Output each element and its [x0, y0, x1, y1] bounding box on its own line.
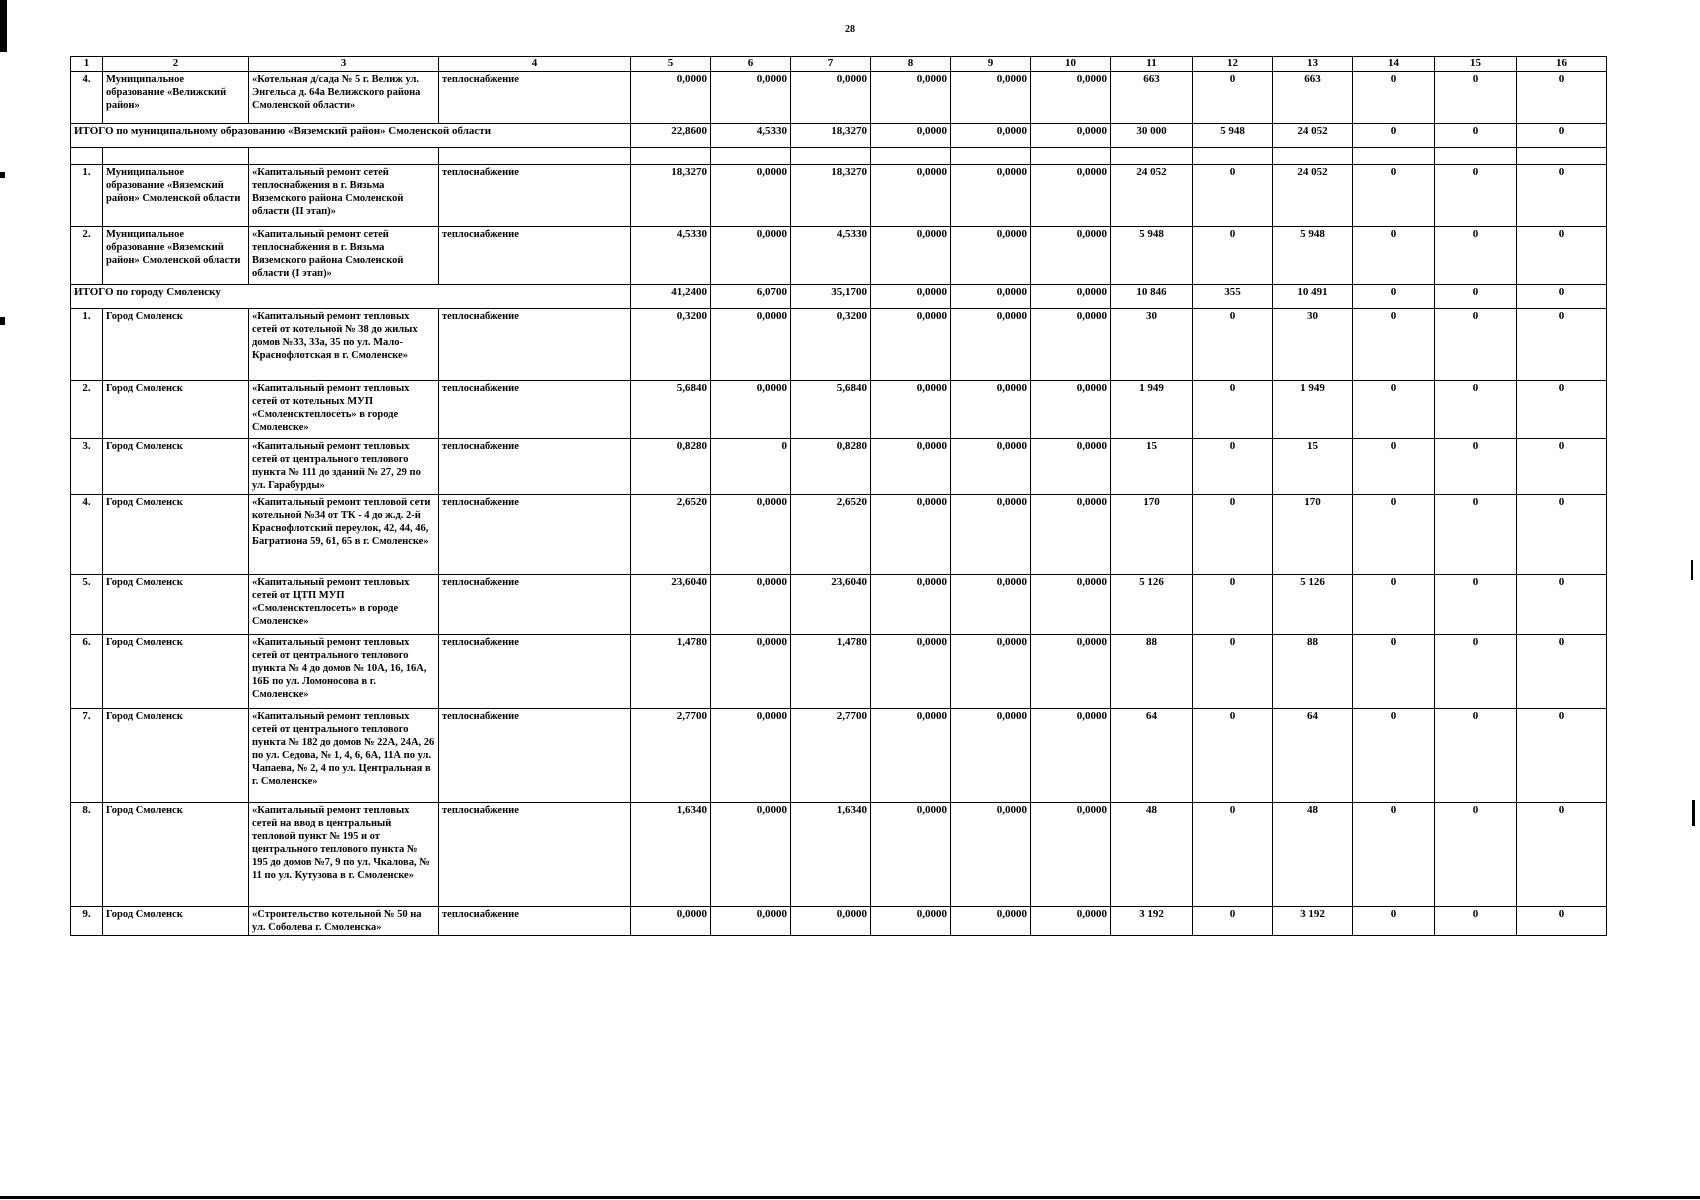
- value-c7: 2,7700: [791, 708, 871, 802]
- value-c16: 0: [1517, 574, 1607, 634]
- project-name: «Котельная д/сада № 5 г. Велиж ул. Энгельса д. 64а Велижского района Смоленской области»: [249, 71, 439, 123]
- value-c8: 0,0000: [871, 708, 951, 802]
- value-c9: 0,0000: [951, 380, 1031, 438]
- value-c10: 0,0000: [1031, 164, 1111, 226]
- value-c6: 0,0000: [711, 574, 791, 634]
- table-row: [71, 438, 1607, 494]
- value-c16: 0: [1517, 308, 1607, 380]
- value-c11: 15: [1111, 438, 1193, 494]
- project-name: «Капитальный ремонт тепловых сетей от центрального теплового пункта № 182 до домов № 22А, 24А, 26 по ул. Седова, № 1, 4, 6, 6А, 11А по ул. Чапаева, № 2, 4 по ул. Центральная в г. Смоленске»: [249, 708, 439, 802]
- value-c9: 0,0000: [951, 802, 1031, 906]
- value-c10: 0,0000: [1031, 574, 1111, 634]
- scan-edge-mark: [1691, 560, 1693, 580]
- value-c6: 0,0000: [711, 164, 791, 226]
- value-c7: 18,3270: [791, 164, 871, 226]
- municipality-name: Город Смоленск: [103, 802, 249, 906]
- sector-name: теплоснабжение: [439, 708, 631, 802]
- municipality-name: Город Смоленск: [103, 574, 249, 634]
- value-c5: 0,8280: [631, 438, 711, 494]
- sector-name: теплоснабжение: [439, 71, 631, 123]
- value-c15: 0: [1435, 71, 1517, 123]
- value-c9: 0,0000: [951, 164, 1031, 226]
- gap-cell: [951, 147, 1031, 164]
- total-c11: 30 000: [1111, 123, 1193, 147]
- value-c12: 0: [1193, 494, 1273, 574]
- value-c12: 0: [1193, 380, 1273, 438]
- value-c15: 0: [1435, 574, 1517, 634]
- table-row: [71, 634, 1607, 708]
- municipality-name: Город Смоленск: [103, 494, 249, 574]
- value-c14: 0: [1353, 380, 1435, 438]
- value-c12: 0: [1193, 802, 1273, 906]
- value-c13: 1 949: [1273, 380, 1353, 438]
- column-number: 8: [871, 57, 951, 72]
- total-c8: 0,0000: [871, 123, 951, 147]
- gap-cell: [1517, 147, 1607, 164]
- value-c15: 0: [1435, 802, 1517, 906]
- value-c8: 0,0000: [871, 438, 951, 494]
- table-row: [71, 802, 1607, 906]
- value-c6: 0,0000: [711, 380, 791, 438]
- total-c16: 0: [1517, 284, 1607, 308]
- project-name: «Капитальный ремонт тепловых сетей от ЦТП МУП «Смоленсктеплосеть» в городе Смоленске»: [249, 574, 439, 634]
- value-c10: 0,0000: [1031, 226, 1111, 284]
- column-number: 13: [1273, 57, 1353, 72]
- total-c14: 0: [1353, 123, 1435, 147]
- value-c7: 4,5330: [791, 226, 871, 284]
- column-number: 1: [71, 57, 103, 72]
- value-c12: 0: [1193, 164, 1273, 226]
- value-c16: 0: [1517, 708, 1607, 802]
- gap-cell: [871, 147, 951, 164]
- value-c12: 0: [1193, 708, 1273, 802]
- value-c7: 1,6340: [791, 802, 871, 906]
- value-c5: 2,7700: [631, 708, 711, 802]
- sector-name: теплоснабжение: [439, 438, 631, 494]
- project-name: «Капитальный ремонт сетей теплоснабжения в г. Вязьма Вяземского района Смоленской области (I этап)»: [249, 226, 439, 284]
- row-number: 6.: [71, 634, 103, 708]
- total-label: ИТОГО по муниципальному образованию «Вяземский район» Смоленской области: [71, 123, 631, 147]
- value-c10: 0,0000: [1031, 71, 1111, 123]
- project-name: «Капитальный ремонт тепловых сетей от котельных МУП «Смоленсктеплосеть» в городе Смоленске»: [249, 380, 439, 438]
- table-row: [71, 226, 1607, 284]
- table-row: [71, 906, 1607, 935]
- sector-name: теплоснабжение: [439, 226, 631, 284]
- total-c5: 22,8600: [631, 123, 711, 147]
- value-c7: 0,0000: [791, 71, 871, 123]
- total-c10: 0,0000: [1031, 284, 1111, 308]
- value-c6: 0,0000: [711, 708, 791, 802]
- value-c14: 0: [1353, 574, 1435, 634]
- scan-edge-mark: [1692, 800, 1695, 826]
- value-c5: 23,6040: [631, 574, 711, 634]
- value-c6: 0,0000: [711, 71, 791, 123]
- value-c11: 48: [1111, 802, 1193, 906]
- value-c14: 0: [1353, 802, 1435, 906]
- value-c9: 0,0000: [951, 226, 1031, 284]
- value-c8: 0,0000: [871, 574, 951, 634]
- municipality-name: Город Смоленск: [103, 438, 249, 494]
- project-name: «Капитальный ремонт тепловых сетей от центрального теплового пункта № 4 до домов № 10А, 16, 16А, 16Б по ул. Ломоносова в г. Смоленске»: [249, 634, 439, 708]
- total-c5: 41,2400: [631, 284, 711, 308]
- value-c14: 0: [1353, 164, 1435, 226]
- value-c12: 0: [1193, 574, 1273, 634]
- value-c11: 24 052: [1111, 164, 1193, 226]
- value-c8: 0,0000: [871, 906, 951, 935]
- sector-name: теплоснабжение: [439, 634, 631, 708]
- total-c15: 0: [1435, 123, 1517, 147]
- gap-cell: [711, 147, 791, 164]
- sector-name: теплоснабжение: [439, 906, 631, 935]
- column-number: 10: [1031, 57, 1111, 72]
- value-c8: 0,0000: [871, 226, 951, 284]
- value-c10: 0,0000: [1031, 634, 1111, 708]
- column-number: 11: [1111, 57, 1193, 72]
- column-number: 2: [103, 57, 249, 72]
- value-c10: 0,0000: [1031, 494, 1111, 574]
- project-name: «Строительство котельной № 50 на ул. Соболева г. Смоленска»: [249, 906, 439, 935]
- value-c9: 0,0000: [951, 906, 1031, 935]
- value-c12: 0: [1193, 71, 1273, 123]
- total-c9: 0,0000: [951, 284, 1031, 308]
- value-c10: 0,0000: [1031, 438, 1111, 494]
- table-row: [71, 164, 1607, 226]
- sector-name: теплоснабжение: [439, 380, 631, 438]
- value-c10: 0,0000: [1031, 708, 1111, 802]
- value-c11: 30: [1111, 308, 1193, 380]
- value-c9: 0,0000: [951, 574, 1031, 634]
- value-c16: 0: [1517, 71, 1607, 123]
- municipality-name: Муниципальное образование «Вяземский район» Смоленской области: [103, 164, 249, 226]
- project-name: «Капитальный ремонт тепловых сетей на ввод в центральный тепловой пункт № 195 и от центрального теплового пункта № 195 до домов №7, 9 по ул. Чкалова, № 11 по ул. Кутузова в г. Смоленске»: [249, 802, 439, 906]
- value-c8: 0,0000: [871, 71, 951, 123]
- value-c10: 0,0000: [1031, 802, 1111, 906]
- column-number: 7: [791, 57, 871, 72]
- row-number: 2.: [71, 226, 103, 284]
- total-c16: 0: [1517, 123, 1607, 147]
- value-c7: 0,8280: [791, 438, 871, 494]
- value-c13: 663: [1273, 71, 1353, 123]
- row-number: 3.: [71, 438, 103, 494]
- value-c5: 0,3200: [631, 308, 711, 380]
- value-c16: 0: [1517, 380, 1607, 438]
- value-c14: 0: [1353, 226, 1435, 284]
- table-row: [71, 71, 1607, 123]
- gap-cell: [249, 147, 439, 164]
- gap-cell: [1435, 147, 1517, 164]
- row-number: 1.: [71, 308, 103, 380]
- value-c12: 0: [1193, 438, 1273, 494]
- value-c10: 0,0000: [1031, 308, 1111, 380]
- row-number: 7.: [71, 708, 103, 802]
- value-c14: 0: [1353, 906, 1435, 935]
- value-c15: 0: [1435, 308, 1517, 380]
- total-row: [71, 123, 1607, 147]
- total-c13: 24 052: [1273, 123, 1353, 147]
- municipality-name: Город Смоленск: [103, 906, 249, 935]
- value-c5: 0,0000: [631, 906, 711, 935]
- column-number: 5: [631, 57, 711, 72]
- table-row: [71, 708, 1607, 802]
- value-c6: 0,0000: [711, 906, 791, 935]
- value-c13: 88: [1273, 634, 1353, 708]
- value-c12: 0: [1193, 906, 1273, 935]
- value-c5: 1,6340: [631, 802, 711, 906]
- gap-cell: [1353, 147, 1435, 164]
- section-gap: [71, 147, 1607, 164]
- value-c9: 0,0000: [951, 494, 1031, 574]
- value-c9: 0,0000: [951, 438, 1031, 494]
- value-c12: 0: [1193, 226, 1273, 284]
- value-c13: 48: [1273, 802, 1353, 906]
- value-c14: 0: [1353, 308, 1435, 380]
- gap-cell: [1273, 147, 1353, 164]
- row-number: 5.: [71, 574, 103, 634]
- value-c15: 0: [1435, 634, 1517, 708]
- total-c10: 0,0000: [1031, 123, 1111, 147]
- scan-edge-mark: [0, 317, 5, 325]
- value-c8: 0,0000: [871, 634, 951, 708]
- total-c6: 6,0700: [711, 284, 791, 308]
- value-c14: 0: [1353, 494, 1435, 574]
- value-c11: 88: [1111, 634, 1193, 708]
- value-c8: 0,0000: [871, 802, 951, 906]
- value-c8: 0,0000: [871, 494, 951, 574]
- total-c12: 5 948: [1193, 123, 1273, 147]
- municipality-name: Город Смоленск: [103, 308, 249, 380]
- column-number: 16: [1517, 57, 1607, 72]
- gap-cell: [439, 147, 631, 164]
- municipality-name: Муниципальное образование «Велижский район»: [103, 71, 249, 123]
- value-c7: 2,6520: [791, 494, 871, 574]
- value-c10: 0,0000: [1031, 380, 1111, 438]
- value-c7: 5,6840: [791, 380, 871, 438]
- value-c16: 0: [1517, 802, 1607, 906]
- value-c12: 0: [1193, 308, 1273, 380]
- value-c8: 0,0000: [871, 380, 951, 438]
- value-c16: 0: [1517, 438, 1607, 494]
- column-number: 14: [1353, 57, 1435, 72]
- value-c11: 5 948: [1111, 226, 1193, 284]
- value-c13: 5 126: [1273, 574, 1353, 634]
- row-number: 8.: [71, 802, 103, 906]
- total-c7: 35,1700: [791, 284, 871, 308]
- value-c11: 663: [1111, 71, 1193, 123]
- value-c13: 64: [1273, 708, 1353, 802]
- value-c6: 0,0000: [711, 494, 791, 574]
- project-name: «Капитальный ремонт сетей теплоснабжения в г. Вязьма Вяземского района Смоленской области (II этап)»: [249, 164, 439, 226]
- scan-edge-mark: [0, 172, 5, 178]
- value-c10: 0,0000: [1031, 906, 1111, 935]
- gap-cell: [1193, 147, 1273, 164]
- total-c6: 4,5330: [711, 123, 791, 147]
- value-c9: 0,0000: [951, 634, 1031, 708]
- value-c15: 0: [1435, 494, 1517, 574]
- value-c11: 1 949: [1111, 380, 1193, 438]
- page-number: 28: [845, 24, 855, 35]
- value-c7: 0,0000: [791, 906, 871, 935]
- gap-cell: [103, 147, 249, 164]
- sector-name: теплоснабжение: [439, 802, 631, 906]
- value-c11: 3 192: [1111, 906, 1193, 935]
- municipality-name: Город Смоленск: [103, 708, 249, 802]
- project-name: «Капитальный ремонт тепловых сетей от центрального теплового пункта № 111 до зданий № 27, 29 по ул. Гарабурды»: [249, 438, 439, 494]
- value-c16: 0: [1517, 906, 1607, 935]
- gap-cell: [791, 147, 871, 164]
- value-c9: 0,0000: [951, 708, 1031, 802]
- value-c12: 0: [1193, 634, 1273, 708]
- table-row: [71, 494, 1607, 574]
- total-c7: 18,3270: [791, 123, 871, 147]
- value-c11: 170: [1111, 494, 1193, 574]
- value-c14: 0: [1353, 634, 1435, 708]
- value-c11: 5 126: [1111, 574, 1193, 634]
- value-c6: 0,0000: [711, 308, 791, 380]
- value-c7: 1,4780: [791, 634, 871, 708]
- value-c15: 0: [1435, 438, 1517, 494]
- value-c6: 0,0000: [711, 802, 791, 906]
- total-c15: 0: [1435, 284, 1517, 308]
- row-number: 2.: [71, 380, 103, 438]
- value-c16: 0: [1517, 226, 1607, 284]
- total-row: [71, 284, 1607, 308]
- column-number: 3: [249, 57, 439, 72]
- value-c8: 0,0000: [871, 308, 951, 380]
- value-c13: 30: [1273, 308, 1353, 380]
- value-c13: 3 192: [1273, 906, 1353, 935]
- value-c16: 0: [1517, 494, 1607, 574]
- column-number: 9: [951, 57, 1031, 72]
- value-c7: 23,6040: [791, 574, 871, 634]
- project-name: «Капитальный ремонт тепловых сетей от котельной № 38 до жилых домов №33, 33а, 35 по ул. Мало-Краснофлотская в г. Смоленске»: [249, 308, 439, 380]
- column-number: 15: [1435, 57, 1517, 72]
- value-c15: 0: [1435, 164, 1517, 226]
- value-c14: 0: [1353, 438, 1435, 494]
- municipality-name: Город Смоленск: [103, 380, 249, 438]
- total-c12: 355: [1193, 284, 1273, 308]
- total-label: ИТОГО по городу Смоленску: [71, 284, 631, 308]
- sector-name: теплоснабжение: [439, 308, 631, 380]
- total-c14: 0: [1353, 284, 1435, 308]
- row-number: 4.: [71, 494, 103, 574]
- row-number: 1.: [71, 164, 103, 226]
- value-c8: 0,0000: [871, 164, 951, 226]
- gap-cell: [1031, 147, 1111, 164]
- value-c15: 0: [1435, 380, 1517, 438]
- total-c8: 0,0000: [871, 284, 951, 308]
- value-c5: 4,5330: [631, 226, 711, 284]
- value-c13: 15: [1273, 438, 1353, 494]
- column-number: 12: [1193, 57, 1273, 72]
- value-c16: 0: [1517, 164, 1607, 226]
- value-c13: 5 948: [1273, 226, 1353, 284]
- value-c6: 0: [711, 438, 791, 494]
- total-c9: 0,0000: [951, 123, 1031, 147]
- gap-cell: [71, 147, 103, 164]
- value-c5: 0,0000: [631, 71, 711, 123]
- value-c5: 2,6520: [631, 494, 711, 574]
- table-row: [71, 380, 1607, 438]
- total-c11: 10 846: [1111, 284, 1193, 308]
- sector-name: теплоснабжение: [439, 164, 631, 226]
- municipality-name: Город Смоленск: [103, 634, 249, 708]
- value-c7: 0,3200: [791, 308, 871, 380]
- value-c15: 0: [1435, 906, 1517, 935]
- gap-cell: [1111, 147, 1193, 164]
- value-c5: 1,4780: [631, 634, 711, 708]
- table-row: [71, 574, 1607, 634]
- column-number: 6: [711, 57, 791, 72]
- value-c13: 24 052: [1273, 164, 1353, 226]
- table-row: [71, 308, 1607, 380]
- value-c13: 170: [1273, 494, 1353, 574]
- value-c9: 0,0000: [951, 308, 1031, 380]
- value-c14: 0: [1353, 71, 1435, 123]
- bottom-rule: [0, 1196, 1700, 1199]
- value-c11: 64: [1111, 708, 1193, 802]
- project-name: «Капитальный ремонт тепловой сети котельной №34 от ТК - 4 до ж.д. 2-й Краснофлотский переулок, 42, 44, 46, Багратиона 59, 61, 65 в г. Смоленске»: [249, 494, 439, 574]
- municipality-name: Муниципальное образование «Вяземский район» Смоленской области: [103, 226, 249, 284]
- value-c9: 0,0000: [951, 71, 1031, 123]
- value-c15: 0: [1435, 226, 1517, 284]
- gap-cell: [631, 147, 711, 164]
- column-number: 4: [439, 57, 631, 72]
- value-c6: 0,0000: [711, 634, 791, 708]
- sector-name: теплоснабжение: [439, 574, 631, 634]
- row-number: 9.: [71, 906, 103, 935]
- value-c15: 0: [1435, 708, 1517, 802]
- value-c5: 5,6840: [631, 380, 711, 438]
- value-c16: 0: [1517, 634, 1607, 708]
- value-c5: 18,3270: [631, 164, 711, 226]
- row-number: 4.: [71, 71, 103, 123]
- total-c13: 10 491: [1273, 284, 1353, 308]
- value-c6: 0,0000: [711, 226, 791, 284]
- program-table: [70, 56, 1607, 936]
- value-c14: 0: [1353, 708, 1435, 802]
- column-number-row: [71, 57, 1607, 72]
- sector-name: теплоснабжение: [439, 494, 631, 574]
